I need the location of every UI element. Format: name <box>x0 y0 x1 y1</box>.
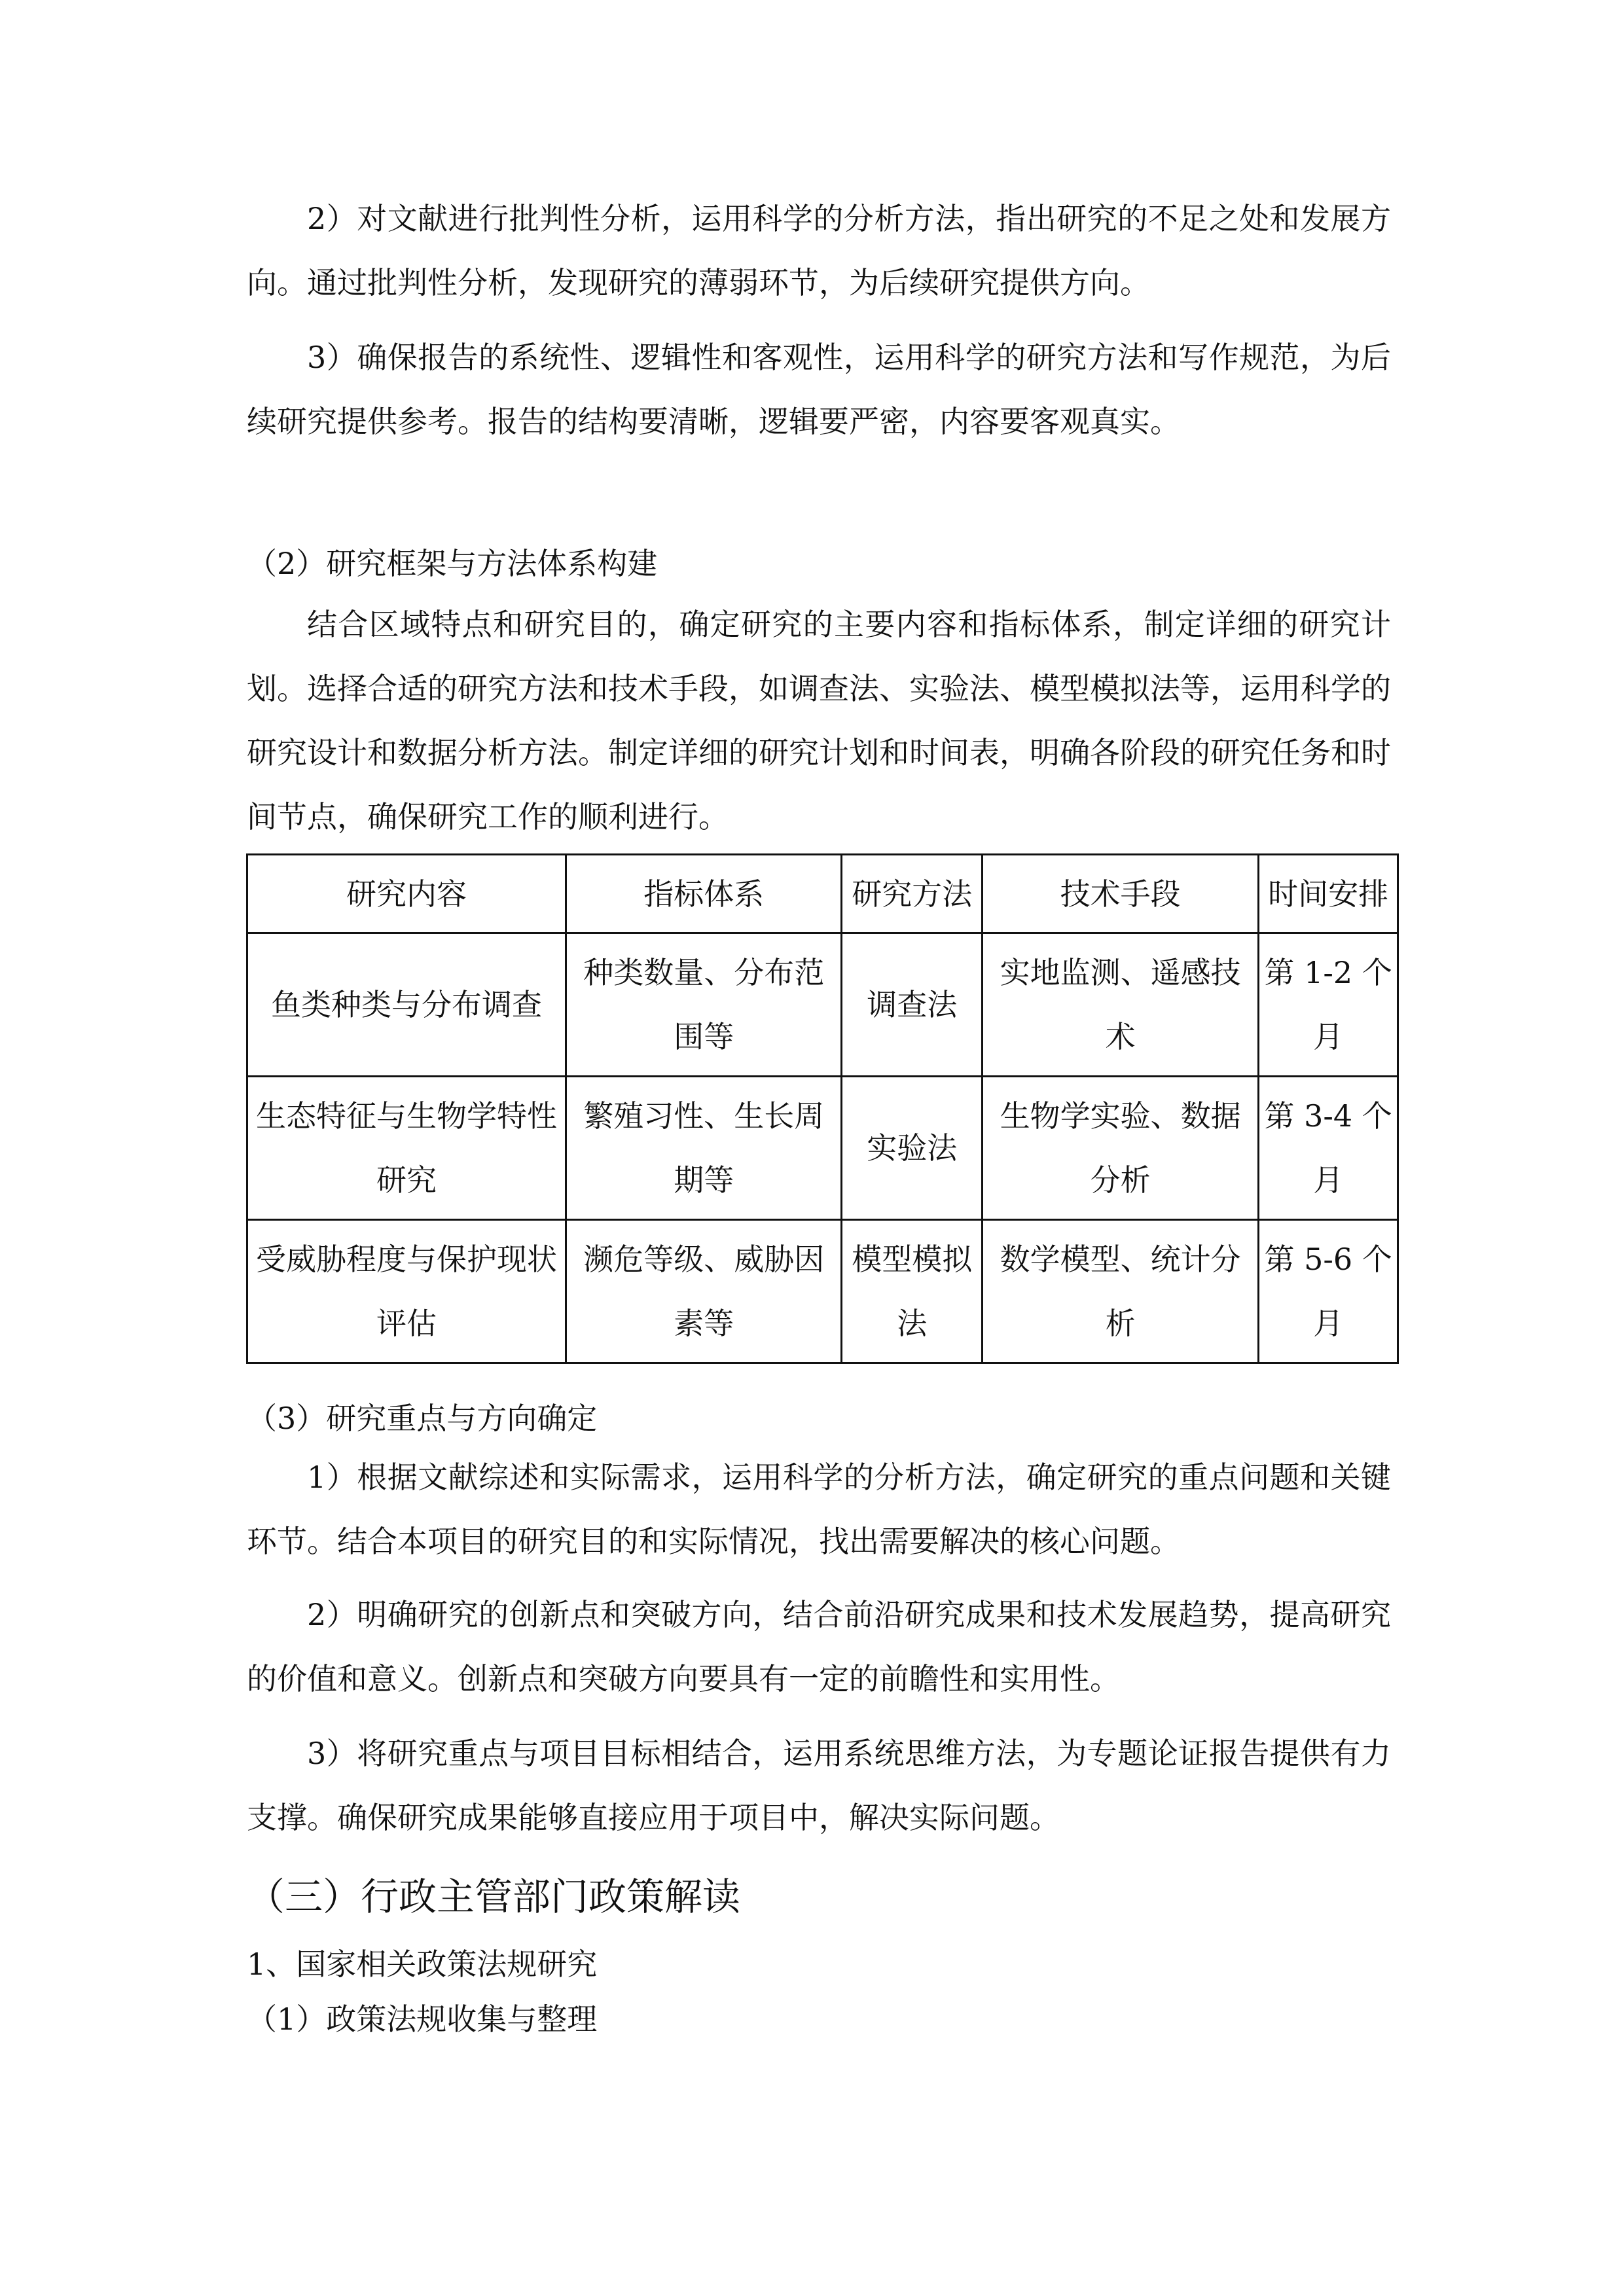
table-cell: 模型模拟法 <box>842 1220 983 1363</box>
paragraph: 3）将研究重点与项目目标相结合，运用系统思维方法，为专题论证报告提供有力支撑。确保研究成果能够直接应用于项目中，解决实际问题。 <box>247 1736 1391 1835</box>
table-cell: 受威胁程度与保护现状评估 <box>247 1220 566 1363</box>
table-cell: 鱼类种类与分布调查 <box>247 933 566 1077</box>
header-cell: 指标体系 <box>566 855 842 933</box>
header-cell: 研究内容 <box>247 855 566 933</box>
table-cell: 第 1-2 个月 <box>1259 933 1398 1077</box>
table-cell: 濒危等级、威胁因素等 <box>566 1220 842 1363</box>
table-cell: 生态特征与生物学特性研究 <box>247 1077 566 1220</box>
chapter-heading: （三）行政主管部门政策解读 <box>247 1874 741 1919</box>
table-row <box>247 1220 1398 1363</box>
table-cell: 繁殖习性、生长周期等 <box>566 1077 842 1220</box>
paragraph: 2）对文献进行批判性分析，运用科学的分析方法，指出研究的不足之处和发展方向。通过批判性分析，发现研究的薄弱环节，为后续研究提供方向。 <box>247 201 1391 300</box>
table-cell: 实地监测、遥感技术 <box>983 933 1259 1077</box>
header-cell: 时间安排 <box>1259 855 1398 933</box>
table-cell: 实验法 <box>842 1077 983 1220</box>
table-row <box>247 933 1398 1077</box>
table-cell: 调查法 <box>842 933 983 1077</box>
paragraph: 3）确保报告的系统性、逻辑性和客观性，运用科学的研究方法和写作规范，为后续研究提供参考。报告的结构要清晰，逻辑要严密，内容要客观真实。 <box>247 340 1391 439</box>
table-cell: 第 3-4 个月 <box>1259 1077 1398 1220</box>
subsection-heading: 1、国家相关政策法规研究 <box>247 1946 598 1982</box>
header-cell: 技术手段 <box>983 855 1259 933</box>
header-cell: 研究方法 <box>842 855 983 933</box>
section-heading: （2）研究框架与方法体系构建 <box>247 546 658 581</box>
table-header-row <box>247 855 1398 933</box>
subsection-heading: （1）政策法规收集与整理 <box>247 2001 598 2037</box>
paragraph: 1）根据文献综述和实际需求，运用科学的分析方法，确定研究的重点问题和关键环节。结合本项目的研究目的和实际情况，找出需要解决的核心问题。 <box>247 1460 1391 1559</box>
table-row <box>247 1077 1398 1220</box>
research-plan-table <box>246 853 1399 1364</box>
table-cell: 种类数量、分布范围等 <box>566 933 842 1077</box>
table-cell: 数学模型、统计分析 <box>983 1220 1259 1363</box>
section-heading: （3）研究重点与方向确定 <box>247 1401 598 1436</box>
paragraph: 2）明确研究的创新点和突破方向，结合前沿研究成果和技术发展趋势，提高研究的价值和意义。创新点和突破方向要具有一定的前瞻性和实用性。 <box>247 1597 1391 1696</box>
table-cell: 第 5-6 个月 <box>1259 1220 1398 1363</box>
paragraph: 结合区域特点和研究目的，确定研究的主要内容和指标体系，制定详细的研究计划。选择合适的研究方法和技术手段，如调查法、实验法、模型模拟法等，运用科学的研究设计和数据分析方法。制定详细的研究计划和时间表，明确各阶段的研究任务和时间节点，确保研究工作的顺利进行。 <box>247 607 1391 834</box>
table-cell: 生物学实验、数据分析 <box>983 1077 1259 1220</box>
